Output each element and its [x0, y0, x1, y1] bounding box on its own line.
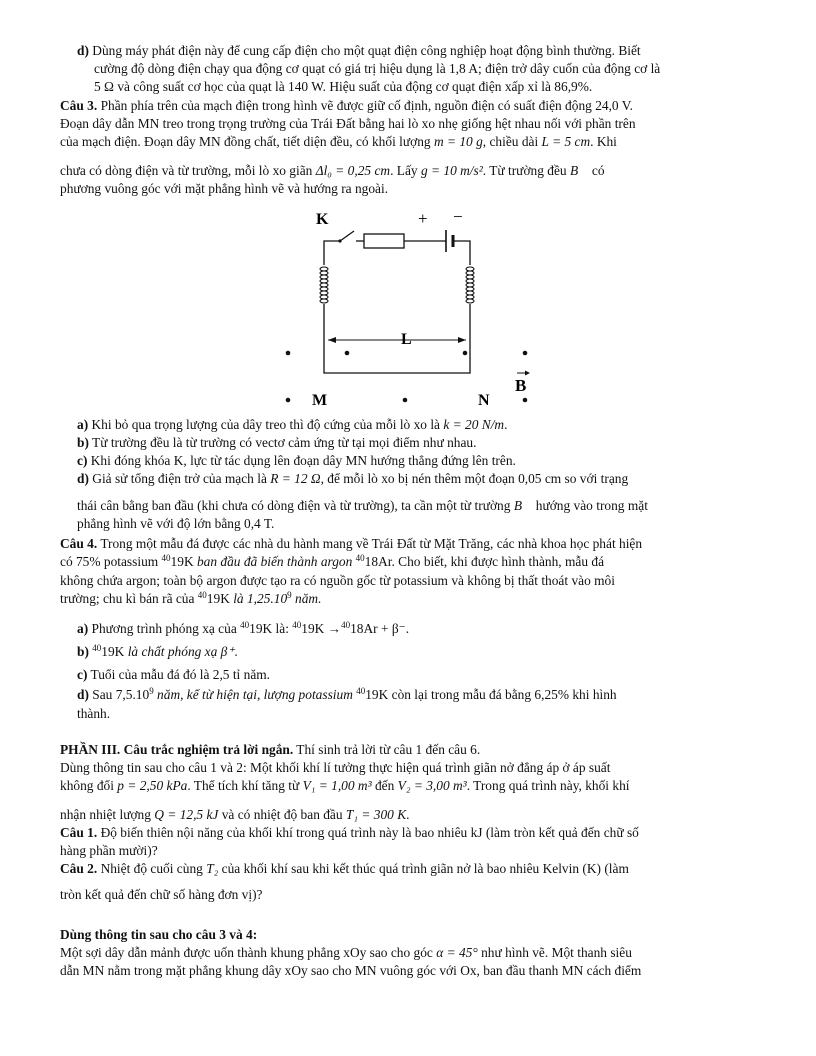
text-line: Phương trình phóng xạ của	[91, 621, 241, 636]
math-expression: m = 10 g	[433, 134, 483, 149]
isotope: 19K	[365, 687, 389, 702]
text-line: là chất phóng xạ	[124, 644, 221, 659]
math-symbol: β⁺	[220, 644, 235, 659]
part-3	[60, 741, 760, 795]
math-symbol: T₂	[206, 861, 219, 876]
question-label: Câu 2.	[60, 861, 98, 876]
text-line: dẫn MN nằm trong mặt phẳng khung dây xOy sao cho MN vuông góc với Ox, ban đầu thanh MN cách điểm	[60, 963, 642, 978]
text-line: phẳng hình vẽ với độ lớn bằng 0,4 T.	[77, 516, 275, 531]
text-line: có 75% potassium	[60, 554, 162, 569]
text-line: hàng phần mười)?	[60, 843, 158, 858]
isotope-mass: 40	[161, 553, 171, 563]
text-line: Trong một mẫu đá được các nhà du hành mang về Trái Đất từ Mặt Trăng, các nhà khoa học phát hiện	[97, 536, 643, 551]
part-3-q2-cont	[60, 886, 760, 904]
item-b: Từ trường đều là từ trường có vectơ cảm ứng từ tại mọi điểm như nhau.	[92, 435, 477, 450]
text-line: đến	[371, 778, 398, 793]
wire	[324, 241, 340, 265]
prev-question-d	[77, 42, 757, 96]
resistor	[364, 234, 404, 248]
label-K: K	[316, 211, 329, 228]
text-line: không chứa argon; toàn bộ argon được tạo ra có nguồn gốc từ potassium và không bị thất thoát vào môi	[60, 573, 615, 588]
math-expression: 18Ar + β⁻	[350, 621, 406, 636]
field-dot	[463, 351, 468, 356]
item-a: Khi bỏ qua trọng lượng của dây treo thì độ cứng của mỗi lò xo là	[91, 417, 444, 432]
part-3-info-cont	[60, 806, 760, 878]
text-line: thành.	[77, 706, 111, 721]
text-line: Phần phía trên của mạch điện trong hình vẽ được giữ cố định, nguồn điện có suất điện động 24,0 V.	[97, 98, 634, 113]
question-label: Câu 4.	[60, 536, 98, 551]
math-expression: Q = 12,5 kJ	[154, 807, 219, 822]
text-line: thái cân bằng ban đầu (khi chưa có dòng điện và từ trường), ta cần một từ trường	[77, 498, 514, 513]
spring-left	[320, 267, 328, 303]
label-L: L	[401, 331, 412, 348]
question-label: Câu 1.	[60, 825, 98, 840]
vector-arrow-icon	[525, 371, 530, 376]
text-line: Một sợi dây dẫn mảnh được uốn thành khung phẳng xOy sao cho góc	[60, 945, 437, 960]
text-line: Tuổi của mẫu đá đó là 2,5 tỉ năm.	[90, 667, 271, 682]
spring-right	[466, 267, 474, 303]
text-line: . Từ trường đều	[482, 163, 570, 178]
math-expression: R = 12 Ω	[270, 471, 321, 486]
math-expression: 19K →	[301, 621, 342, 636]
text-line: của mạch điện. Đoạn dây MN đồng chất, tiết diện đều, có khối lượng	[60, 134, 434, 149]
text-line: , chiều dài	[482, 134, 542, 149]
text-line: .	[406, 807, 410, 822]
text-line: 5 Ω và công suất cơ học của quạt là 140 W. Hiệu suất của động cơ quạt điện xấp xỉ là 86,9%.	[94, 79, 593, 94]
section-title: PHẦN III. Câu trắc nghiệm trả lời ngắn.	[60, 742, 294, 757]
text-line: Đoạn dây dẫn MN treo trong trọng trường của Trái Đất bằng hai lò xo nhẹ giống hệt nhau nối với phần trên	[60, 116, 636, 131]
math-expression: α = 45°	[436, 945, 478, 960]
text-line: Dùng thông tin sau cho câu 1 và 2: Một khối khí lí tưởng thực hiện quá trình giãn nở đẳng áp ở áp suất	[60, 760, 611, 775]
text-line: như hình vẽ. Một thanh siêu	[477, 945, 632, 960]
text-line: cường độ dòng điện chạy qua động cơ quạt có giá trị hiệu dụng là 1,8 A; điện trở dây cuốn của động cơ là	[94, 61, 661, 76]
isotope-mass: 40	[356, 686, 366, 696]
text-line: là 1,25.10	[229, 591, 288, 606]
item-c: Khi đóng khóa K, lực từ tác dụng lên đoạn dây MN hướng thẳng đứng lên trên.	[90, 453, 516, 468]
text-line: nhận nhiệt lượng	[60, 807, 155, 822]
isotope-mass: 40	[92, 643, 102, 653]
field-dot	[286, 351, 291, 356]
isotope-mass: 40	[197, 590, 207, 600]
isotope-mass: 40	[240, 620, 250, 630]
question-3-cont	[60, 162, 760, 198]
math-expression: p = 2,50 kPa	[117, 778, 188, 793]
text-line: năm.	[291, 591, 322, 606]
math-expression: V₂ = 3,00 m³	[397, 778, 467, 793]
text-line: là:	[272, 621, 293, 636]
text-line: Độ biến thiên nội năng của khối khí trong quá trình này là bao nhiêu kJ (làm tròn kết quả đến chữ số	[97, 825, 639, 840]
circuit-diagram	[270, 203, 560, 415]
math-expression: L = 5 cm	[541, 134, 591, 149]
text-line: hướng vào trong mặt	[532, 498, 648, 513]
question-4-item-b: b) $^{40}$19K là chất phóng xạ β⁺.	[77, 643, 238, 659]
wire-MN	[324, 304, 470, 373]
exponent: 9	[287, 590, 292, 600]
math-symbol: B⃗	[513, 498, 533, 513]
text-line: không đổi	[60, 778, 118, 793]
text-line: trường; chu kì bán rã của	[60, 591, 198, 606]
isotope-mass: 40	[292, 620, 302, 630]
text-line: và có nhiệt độ ban đầu	[218, 807, 346, 822]
question-label: Câu 3.	[60, 98, 98, 113]
isotope-mass: 40	[355, 553, 365, 563]
question-3-items: a) Khi bỏ qua trọng lượng của dây treo thì độ cứng của mỗi lò xo là k = 20 N/m. b) Từ trường đều là từ trường có vectơ cảm ứng từ tại mọi điểm như nhau. c) Khi đóng khóa K, lực từ tác dụng lên đoạn dây MN hướng thẳng đứng lên trên. d) Giả sử tổng điện trở của mạch là R = 12 Ω, để mỗi lò xo bị nén thêm một đoạn 0,05 cm so với trạng	[77, 417, 629, 486]
item-label: d)	[77, 43, 89, 58]
item-d: Giả sử tổng điện trở của mạch là	[92, 471, 271, 486]
info-title: Dùng thông tin sau cho câu 3 và 4:	[60, 927, 258, 942]
label-plus: +	[418, 209, 428, 228]
field-dot	[523, 398, 528, 403]
exponent: 9	[149, 686, 154, 696]
text-line: , để mỗi lò xo bị nén thêm một đoạn 0,05 cm so với trạng	[320, 471, 629, 486]
text-line: phương vuông góc với mặt phẳng hình vẽ và hướng ra ngoài.	[60, 181, 389, 196]
math-expression: T₁ = 300 K	[345, 807, 407, 822]
label-N: N	[478, 392, 490, 409]
math-symbol: B⃗	[569, 163, 589, 178]
text-line: còn lại trong mẫu đá bằng 6,25% khi hình	[388, 687, 617, 702]
info-q3-q4	[60, 926, 760, 980]
text-line: Nhiệt độ cuối cùng	[97, 861, 207, 876]
math-expression: k = 20 N/m	[443, 417, 505, 432]
isotope: 19K	[249, 621, 273, 636]
text-line: . Trong quá trình này, khối khí	[466, 778, 630, 793]
math-expression: Δl₀ = 0,25 cm	[315, 163, 391, 178]
text-line: . Thể tích khí tăng từ	[187, 778, 303, 793]
arrow-left	[328, 337, 336, 343]
text-line: có	[588, 163, 605, 178]
text-line: Thí sinh trả lời từ câu 1 đến câu 6.	[293, 742, 481, 757]
math-expression: V₁ = 1,00 m³	[302, 778, 372, 793]
text-line: . Lấy	[390, 163, 421, 178]
label-B: B	[515, 376, 527, 395]
question-3	[60, 97, 760, 151]
label-minus: −	[453, 207, 463, 226]
isotope: 18Ar	[364, 554, 392, 569]
text-line: Sau 7,5.10	[92, 687, 150, 702]
label-M: M	[312, 392, 328, 409]
field-dot	[523, 351, 528, 356]
question-4	[60, 535, 760, 609]
math-expression: g = 10 m/s²	[420, 163, 483, 178]
field-dot	[286, 398, 291, 403]
question-4-item-a: a) Phương trình phóng xạ của $^{40}$19K là: $^{40}$19K →$^{40}$18Ar + β⁻.	[77, 620, 410, 636]
isotope: 19K	[101, 644, 125, 659]
question-3-item-d-cont	[77, 497, 760, 533]
field-dot	[403, 398, 408, 403]
isotope: 19K	[170, 554, 194, 569]
question-4-item-d: d) Sau 7,5.10$^9$ năm, kể từ hiện tại, lượng potassium $^{40}$19K còn lại trong mẫu đá bằng 6,25% khi hình thành.	[77, 686, 617, 721]
text-line: . Khi	[590, 134, 617, 149]
arrow-right	[458, 337, 466, 343]
text-line: chưa có dòng điện và từ trường, mỗi lò xo giãn	[60, 163, 316, 178]
question-4-item-c: c) Tuổi của mẫu đá đó là 2,5 tỉ năm.	[77, 667, 271, 682]
text-line: . Cho biết, khi được hình thành, mẫu đá	[391, 554, 605, 569]
switch-K	[340, 231, 354, 241]
text-line: ban đầu đã biến thành argon	[193, 554, 356, 569]
text-line: tròn kết quả đến chữ số hàng đơn vị)?	[60, 887, 263, 902]
field-dot	[345, 351, 350, 356]
isotope: 19K	[206, 591, 230, 606]
text-line: năm, kể từ hiện tại, lượng potassium	[153, 687, 357, 702]
isotope-mass: 40	[341, 620, 351, 630]
text-line: Dùng máy phát điện này để cung cấp điện cho một quạt điện công nghiệp hoạt động bình thường. Biết	[92, 43, 641, 58]
text-line: của khối khí sau khi kết thúc quá trình giãn nở là bao nhiêu Kelvin (K) (làm	[218, 861, 629, 876]
